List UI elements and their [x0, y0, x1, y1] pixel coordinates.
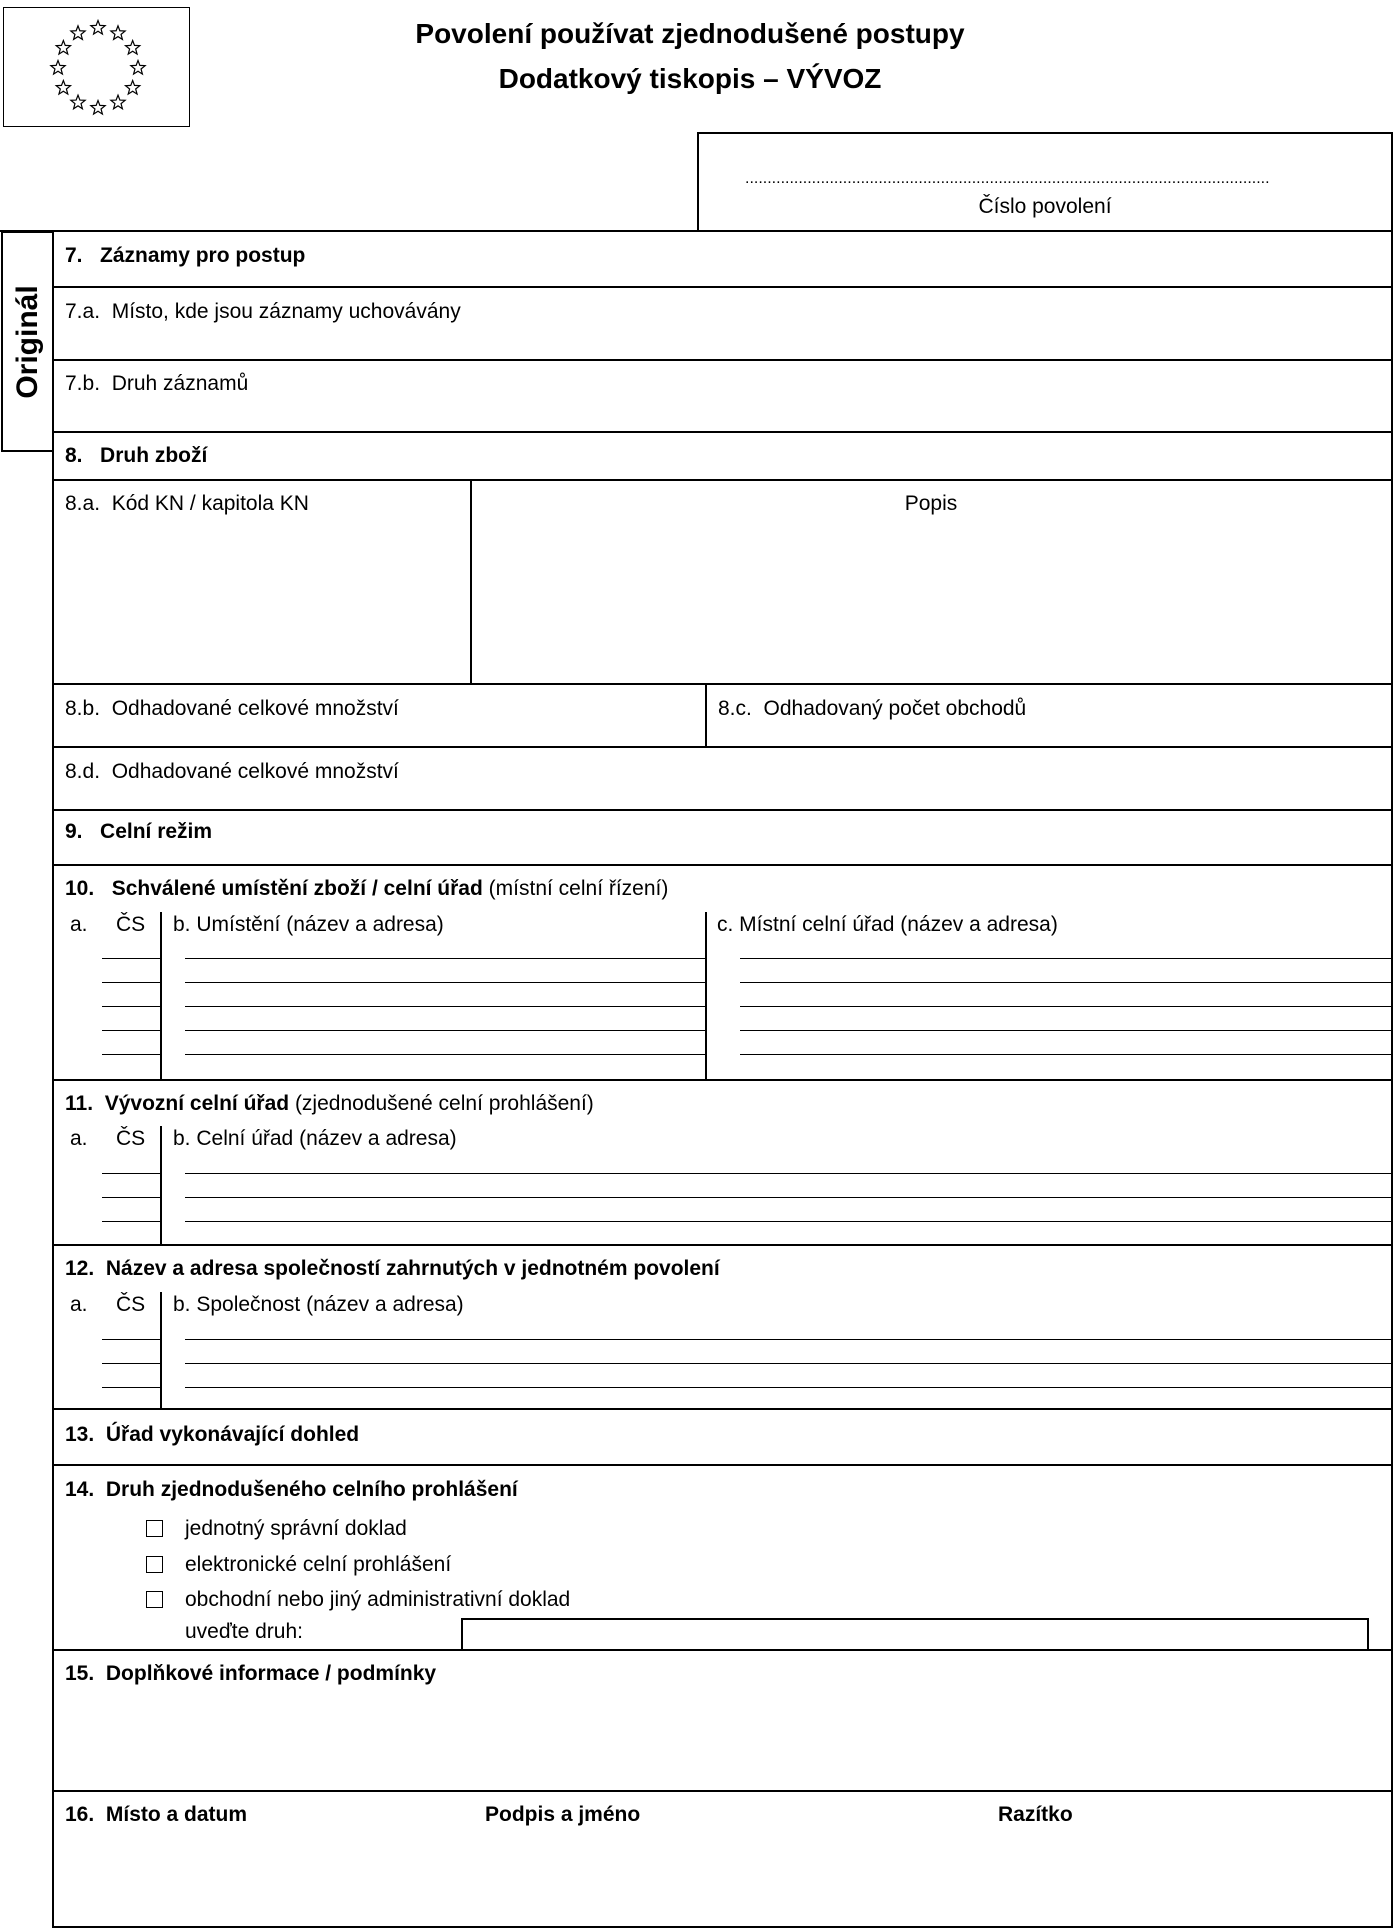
original-tab-label: Originál: [11, 285, 44, 399]
section-8c-label: 8.c. Odhadovaný počet obchodů: [718, 697, 1027, 720]
section-8a-label: 8.a. Kód KN / kapitola KN: [65, 492, 309, 515]
star-icon: [111, 26, 125, 40]
option-commercial-document: obchodní nebo jiný administrativní doklad: [185, 1588, 571, 1611]
section-8-title: 8. Druh zboží: [65, 444, 208, 467]
star-icon: [71, 26, 85, 40]
section-10-col-a: a.: [70, 913, 88, 936]
section-14-title: 14. Druh zjednodušeného celního prohlášení: [65, 1478, 518, 1501]
section-11-cs-field[interactable]: [100, 1155, 158, 1241]
section-8a-description-label: Popis: [904, 492, 958, 515]
section-12-cs-field[interactable]: [100, 1320, 158, 1406]
section-10-local-office-field[interactable]: [738, 940, 1388, 1076]
stamp-label: Razítko: [998, 1803, 1073, 1826]
section-10-col-cs: ČS: [116, 913, 146, 936]
section-13-title: 13. Úřad vykonávající dohled: [65, 1423, 360, 1446]
section-11-title: 11. Vývozní celní úřad (zjednodušené celní prohlášení): [65, 1092, 594, 1115]
signature-field[interactable]: [480, 1835, 980, 1923]
section-7a-label: 7.a. Místo, kde jsou záznamy uchovávány: [65, 300, 461, 323]
option-single-administrative-document: jednotný správní doklad: [185, 1517, 407, 1540]
section-11-office-field[interactable]: [184, 1155, 1388, 1241]
permit-number-label: Číslo povolení: [978, 195, 1112, 218]
permit-number-dotted-line: ......................................................................................................................: [745, 170, 1270, 187]
section-12-col-cs: ČS: [116, 1293, 146, 1316]
section-10-col-b: b. Umístění (název a adresa): [173, 913, 444, 936]
star-icon: [71, 95, 85, 109]
place-date-field[interactable]: [54, 1835, 474, 1923]
section-15-title: 15. Doplňkové informace / podmínky: [65, 1662, 437, 1685]
form-subtitle: Dodatkový tiskopis – VÝVOZ: [498, 63, 882, 94]
star-icon: [91, 101, 105, 115]
star-icon: [56, 81, 70, 95]
option-electronic-declaration: elektronické celní prohlášení: [185, 1553, 452, 1576]
section-11-col-cs: ČS: [116, 1127, 146, 1150]
stamp-field[interactable]: [990, 1835, 1388, 1923]
star-icon: [126, 81, 140, 95]
eu-flag-logo: [3, 7, 190, 127]
section-12-col-a: a.: [70, 1293, 88, 1316]
goods-description-field[interactable]: [474, 520, 1388, 680]
section-9-title: 9. Celní režim: [65, 820, 213, 843]
section-7b-label: 7.b. Druh záznamů: [65, 372, 249, 395]
section-10-title: 10. Schválené umístění zboží / celní úřad (místní celní řízení): [65, 877, 669, 900]
cn-code-field[interactable]: [54, 520, 468, 680]
star-icon: [56, 41, 70, 55]
section-11-col-b: b. Celní úřad (název a adresa): [173, 1127, 457, 1150]
section-16-title: 16. Místo a datum: [65, 1803, 248, 1826]
section-12-company-field[interactable]: [184, 1320, 1388, 1406]
records-location-field[interactable]: [54, 318, 1390, 358]
checkbox-commercial-document[interactable]: [146, 1591, 163, 1608]
signature-label: Podpis a jméno: [485, 1803, 641, 1826]
additional-info-field[interactable]: [54, 1692, 1390, 1788]
section-10-cs-field[interactable]: [100, 940, 158, 1076]
records-type-field[interactable]: [54, 392, 1390, 430]
star-icon: [131, 61, 145, 75]
star-icon: [111, 95, 125, 109]
specify-type-label: uveďte druh:: [185, 1620, 303, 1643]
section-8d-label: 8.d. Odhadované celkové množství: [65, 760, 399, 783]
specify-type-input[interactable]: [461, 1618, 1369, 1650]
eu-stars-icon: [4, 8, 189, 126]
star-icon: [51, 61, 65, 75]
section-10-col-c: c. Místní celní úřad (název a adresa): [717, 913, 1058, 936]
checkbox-single-administrative-document[interactable]: [146, 1520, 163, 1537]
section-10-location-field[interactable]: [184, 940, 702, 1076]
section-7-title: 7. Záznamy pro postup: [65, 244, 306, 267]
form-title: Povolení používat zjednodušené postupy: [415, 18, 965, 49]
checkbox-electronic-declaration[interactable]: [146, 1556, 163, 1573]
star-icon: [126, 41, 140, 55]
star-icon: [91, 21, 105, 35]
section-8b-label: 8.b. Odhadované celkové množství: [65, 697, 399, 720]
section-12-col-b: b. Společnost (název a adresa): [173, 1293, 464, 1316]
section-11-col-a: a.: [70, 1127, 88, 1150]
section-12-title: 12. Název a adresa společností zahrnutých v jednotném povolení: [65, 1257, 720, 1280]
